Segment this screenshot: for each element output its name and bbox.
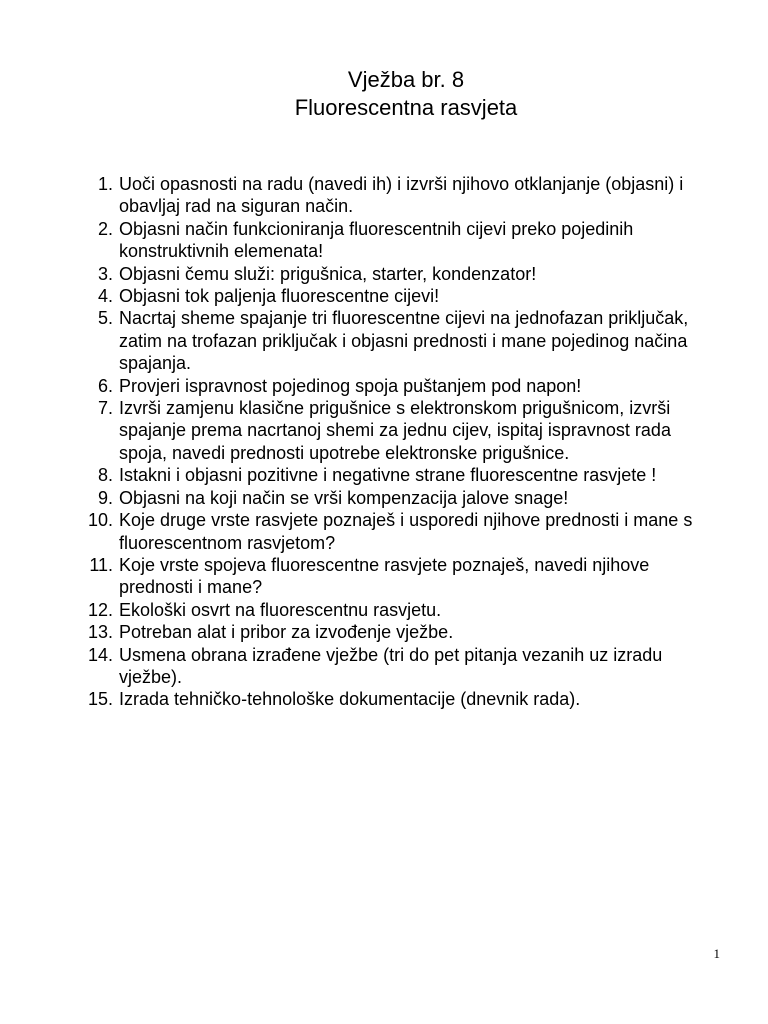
list-item-text: Objasni na koji način se vrši kompenzacija jalove snage! [119, 487, 569, 508]
list-item-text: Objasni tok paljenja fluorescentne cijevi! [119, 286, 440, 307]
list-item-text: Objasni način funkcioniranja fluorescentnih cijevi preko pojedinih konstruktivnih elemenata! [119, 218, 634, 262]
list-item-number: 7. [97, 398, 113, 419]
list-item-number: 2. [97, 218, 113, 239]
list-item-text: Uoči opasnosti na radu (navedi ih) i izvrši njihovo otklanjanje (objasni) i obavljaj rad na siguran način. [119, 174, 684, 217]
task-list [79, 173, 719, 711]
list-item [79, 263, 719, 285]
list-item [79, 464, 719, 486]
list-item-number: 1. [97, 174, 113, 194]
list-item-text: Usmena obrana izrađene vježbe (tri do pet pitanja vezanih uz izradu vježbe). [119, 644, 663, 687]
list-item [79, 621, 719, 643]
list-item-number: 11. [89, 554, 113, 575]
list-item [79, 173, 719, 218]
list-item-text: Provjeri ispravnost pojedinog spoja puštanjem pod napon! [119, 375, 582, 396]
list-item-text: Nacrtaj sheme spajanje tri fluorescentne cijevi na jednofazan priključak, zatim na trofazan priključak i objasni prednosti i mane pojedinog načina spajanja. [119, 308, 689, 374]
exercise-title: Vježba br. 8 [347, 67, 465, 92]
list-item [79, 487, 719, 509]
list-item-number: 3. [97, 263, 113, 284]
page-number: 1 [713, 946, 720, 961]
list-item [79, 218, 719, 263]
list-item-number: 4. [97, 286, 113, 307]
list-item [79, 509, 719, 554]
list-item-text: Potreban alat i pribor za izvođenje vježbe. [119, 622, 454, 643]
list-item-number: 14. [87, 644, 113, 665]
exercise-subtitle: Fluorescentna rasvjeta [294, 95, 518, 120]
list-item-text: Objasni čemu služi: prigušnica, starter, kondenzator! [119, 263, 537, 284]
list-item [79, 397, 719, 464]
list-item [79, 599, 719, 621]
list-item-number: 6. [97, 375, 113, 396]
list-item-text: Koje druge vrste rasvjete poznaješ i usporedi njihove prednosti i mane s fluorescentnom rasvjetom? [119, 510, 693, 553]
list-item-number: 8. [97, 465, 113, 486]
title-block [0, 66, 768, 122]
list-item-number: 12. [87, 599, 113, 620]
list-item-number: 15. [87, 689, 113, 710]
list-item [79, 644, 719, 689]
list-item-number: 9. [97, 487, 113, 508]
list-item [79, 375, 719, 397]
list-item-text: Koje vrste spojeva fluorescentne rasvjete poznaješ, navedi njihove prednosti i mane? [119, 554, 650, 598]
list-item-text: Istakni i objasni pozitivne i negativne strane fluorescentne rasvjete ! [119, 465, 657, 486]
list-item-text: Izvrši zamjenu klasične prigušnice s elektronskom prigušnicom, izvrši spajanje prema nacrtanoj shemi za jednu cijev, ispitaj ispravnost rada spoja, navedi prednosti upotrebe elektronske prigušnice. [119, 398, 671, 463]
list-item [79, 285, 719, 307]
list-item-number: 13. [87, 622, 113, 643]
list-item [79, 554, 719, 599]
list-item-text: Ekološki osvrt na fluorescentnu rasvjetu. [119, 599, 442, 620]
list-item-text: Izrada tehničko-tehnološke dokumentacije (dnevnik rada). [119, 689, 581, 710]
list-item-number: 10. [87, 510, 113, 531]
list-item [79, 307, 719, 374]
list-item [79, 688, 719, 710]
list-item-number: 5. [97, 308, 113, 329]
